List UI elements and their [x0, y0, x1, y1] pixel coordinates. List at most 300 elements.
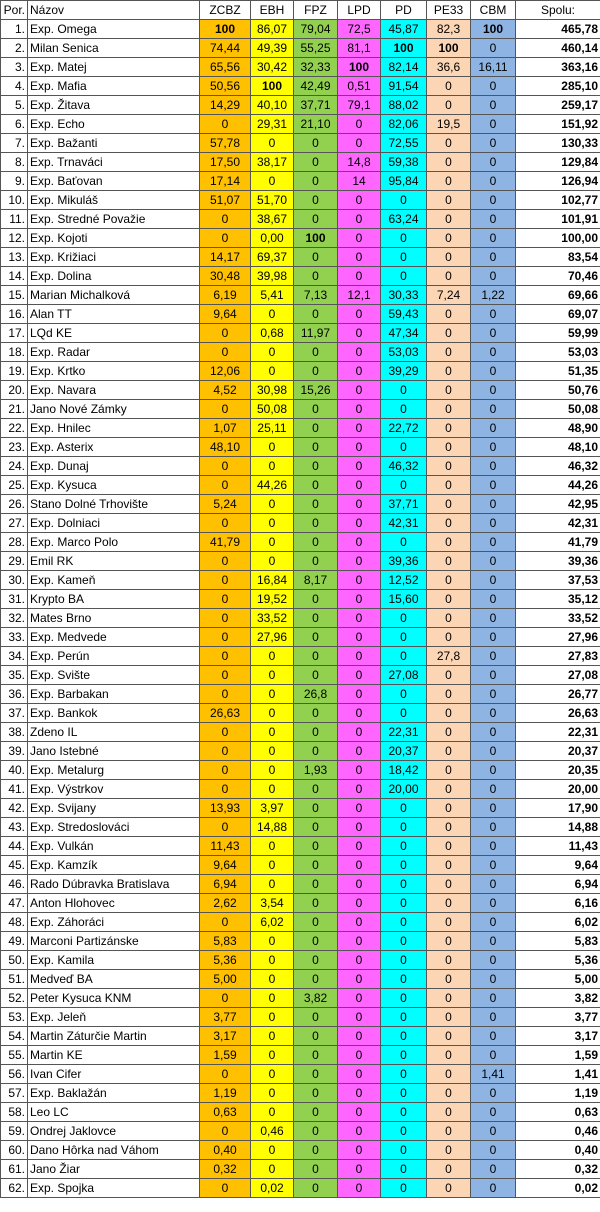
name-cell: Exp. Stredné Považie	[28, 210, 200, 229]
name-cell: Exp. Dunaj	[28, 457, 200, 476]
rank-cell: 53.	[1, 1008, 28, 1027]
table-row	[1, 191, 600, 210]
cbm-cell: 0	[471, 780, 516, 799]
total-cell: 35,12	[516, 590, 600, 609]
pe33-cell: 0	[427, 1141, 471, 1160]
total-cell: 14,88	[516, 818, 600, 837]
lpd-cell: 0	[338, 514, 381, 533]
pe33-cell: 0	[427, 267, 471, 286]
name-cell: Martin KE	[28, 1046, 200, 1065]
fpz-cell: 26,8	[294, 685, 338, 704]
pd-cell: 0	[381, 1122, 427, 1141]
ebh-cell: 0	[251, 761, 294, 780]
pe33-cell: 0	[427, 96, 471, 115]
zcbz-cell: 5,36	[200, 951, 251, 970]
cbm-cell: 0	[471, 1179, 516, 1198]
pd-cell: 0	[381, 818, 427, 837]
pe33-cell: 0	[427, 628, 471, 647]
zcbz-cell: 26,63	[200, 704, 251, 723]
cbm-cell: 0	[471, 1046, 516, 1065]
cbm-cell: 0	[471, 39, 516, 58]
zcbz-cell: 0	[200, 552, 251, 571]
fpz-cell: 0	[294, 248, 338, 267]
fpz-cell: 37,71	[294, 96, 338, 115]
table-row	[1, 894, 600, 913]
name-cell: Exp. Kameň	[28, 571, 200, 590]
name-cell: Exp. Žitava	[28, 96, 200, 115]
total-cell: 5,83	[516, 932, 600, 951]
total-cell: 9,64	[516, 856, 600, 875]
cbm-cell: 0	[471, 704, 516, 723]
table-row	[1, 362, 600, 381]
table-row	[1, 153, 600, 172]
cbm-cell: 0	[471, 742, 516, 761]
fpz-cell: 0	[294, 1027, 338, 1046]
name-cell: Exp. Metalurg	[28, 761, 200, 780]
pd-cell: 0	[381, 1103, 427, 1122]
zcbz-cell: 17,14	[200, 172, 251, 191]
lpd-cell: 0	[338, 210, 381, 229]
rank-cell: 8.	[1, 153, 28, 172]
pe33-cell: 0	[427, 210, 471, 229]
pe33-cell: 0	[427, 1160, 471, 1179]
cbm-cell: 0	[471, 609, 516, 628]
rank-cell: 37.	[1, 704, 28, 723]
cbm-cell: 0	[471, 1122, 516, 1141]
ebh-cell: 0	[251, 666, 294, 685]
cbm-cell: 0	[471, 723, 516, 742]
pe33-cell: 0	[427, 1027, 471, 1046]
ebh-cell: 0	[251, 457, 294, 476]
table-row	[1, 875, 600, 894]
total-cell: 460,14	[516, 39, 600, 58]
pd-cell: 0	[381, 267, 427, 286]
zcbz-cell: 0	[200, 666, 251, 685]
pe33-cell: 0	[427, 77, 471, 96]
fpz-cell: 0	[294, 533, 338, 552]
pe33-cell: 27,8	[427, 647, 471, 666]
table-row	[1, 457, 600, 476]
fpz-cell: 0	[294, 704, 338, 723]
rank-cell: 41.	[1, 780, 28, 799]
rank-cell: 2.	[1, 39, 28, 58]
table-row	[1, 666, 600, 685]
fpz-cell: 0	[294, 210, 338, 229]
name-cell: Exp. Matej	[28, 58, 200, 77]
cbm-cell: 0	[471, 191, 516, 210]
fpz-cell: 0	[294, 343, 338, 362]
table-row	[1, 96, 600, 115]
pe33-cell: 0	[427, 780, 471, 799]
fpz-cell: 100	[294, 229, 338, 248]
name-cell: Exp. Svište	[28, 666, 200, 685]
total-cell: 20,37	[516, 742, 600, 761]
cbm-cell: 0	[471, 590, 516, 609]
rank-cell: 58.	[1, 1103, 28, 1122]
ebh-cell: 51,70	[251, 191, 294, 210]
header-lpd: LPD	[338, 1, 381, 20]
cbm-cell: 0	[471, 856, 516, 875]
cbm-cell: 0	[471, 362, 516, 381]
lpd-cell: 0	[338, 1046, 381, 1065]
pd-cell: 0	[381, 704, 427, 723]
pe33-cell: 0	[427, 666, 471, 685]
table-row	[1, 780, 600, 799]
ebh-cell: 30,98	[251, 381, 294, 400]
fpz-cell: 1,93	[294, 761, 338, 780]
pe33-cell: 0	[427, 818, 471, 837]
total-cell: 0,46	[516, 1122, 600, 1141]
zcbz-cell: 0	[200, 514, 251, 533]
lpd-cell: 0	[338, 1160, 381, 1179]
cbm-cell: 0	[471, 628, 516, 647]
fpz-cell: 0	[294, 970, 338, 989]
pe33-cell: 0	[427, 761, 471, 780]
zcbz-cell: 0	[200, 628, 251, 647]
total-cell: 0,63	[516, 1103, 600, 1122]
total-cell: 27,83	[516, 647, 600, 666]
cbm-cell: 0	[471, 571, 516, 590]
lpd-cell: 0	[338, 1084, 381, 1103]
ebh-cell: 0,02	[251, 1179, 294, 1198]
name-cell: Exp. Trnaváci	[28, 153, 200, 172]
zcbz-cell: 0	[200, 989, 251, 1008]
lpd-cell: 79,1	[338, 96, 381, 115]
rank-cell: 6.	[1, 115, 28, 134]
zcbz-cell: 57,78	[200, 134, 251, 153]
fpz-cell: 0	[294, 932, 338, 951]
rank-cell: 59.	[1, 1122, 28, 1141]
pd-cell: 39,29	[381, 362, 427, 381]
pd-cell: 42,31	[381, 514, 427, 533]
name-cell: Exp. Bažanti	[28, 134, 200, 153]
ebh-cell: 44,26	[251, 476, 294, 495]
zcbz-cell: 0	[200, 761, 251, 780]
rank-cell: 35.	[1, 666, 28, 685]
fpz-cell: 7,13	[294, 286, 338, 305]
total-cell: 0,40	[516, 1141, 600, 1160]
pd-cell: 0	[381, 191, 427, 210]
pd-cell: 12,52	[381, 571, 427, 590]
rank-cell: 55.	[1, 1046, 28, 1065]
lpd-cell: 100	[338, 58, 381, 77]
cbm-cell: 0	[471, 172, 516, 191]
rank-cell: 31.	[1, 590, 28, 609]
name-cell: Exp. Mafia	[28, 77, 200, 96]
lpd-cell: 0	[338, 191, 381, 210]
rank-cell: 60.	[1, 1141, 28, 1160]
lpd-cell: 0	[338, 1103, 381, 1122]
table-row	[1, 39, 600, 58]
fpz-cell: 0	[294, 799, 338, 818]
fpz-cell: 0	[294, 913, 338, 932]
table-row	[1, 1084, 600, 1103]
fpz-cell: 0	[294, 419, 338, 438]
lpd-cell: 0	[338, 894, 381, 913]
total-cell: 363,16	[516, 58, 600, 77]
table-row	[1, 628, 600, 647]
total-cell: 50,76	[516, 381, 600, 400]
header-fpz: FPZ	[294, 1, 338, 20]
total-cell: 27,08	[516, 666, 600, 685]
table-row	[1, 951, 600, 970]
lpd-cell: 0	[338, 476, 381, 495]
cbm-cell: 0	[471, 438, 516, 457]
fpz-cell: 42,49	[294, 77, 338, 96]
zcbz-cell: 1,59	[200, 1046, 251, 1065]
name-cell: Exp. Dolina	[28, 267, 200, 286]
total-cell: 17,90	[516, 799, 600, 818]
total-cell: 3,77	[516, 1008, 600, 1027]
pd-cell: 0	[381, 533, 427, 552]
rank-cell: 38.	[1, 723, 28, 742]
fpz-cell: 0	[294, 666, 338, 685]
pe33-cell: 0	[427, 438, 471, 457]
lpd-cell: 0	[338, 495, 381, 514]
rank-cell: 4.	[1, 77, 28, 96]
total-cell: 69,07	[516, 305, 600, 324]
pd-cell: 0	[381, 932, 427, 951]
lpd-cell: 14,8	[338, 153, 381, 172]
pd-cell: 47,34	[381, 324, 427, 343]
pe33-cell: 0	[427, 1103, 471, 1122]
zcbz-cell: 3,77	[200, 1008, 251, 1027]
cbm-cell: 0	[471, 305, 516, 324]
table-row	[1, 533, 600, 552]
ebh-cell: 0	[251, 172, 294, 191]
pe33-cell: 0	[427, 343, 471, 362]
zcbz-cell: 0	[200, 400, 251, 419]
table-row	[1, 704, 600, 723]
total-cell: 102,77	[516, 191, 600, 210]
table-row	[1, 723, 600, 742]
table-row	[1, 438, 600, 457]
ebh-cell: 0	[251, 1065, 294, 1084]
ebh-cell: 0	[251, 305, 294, 324]
fpz-cell: 0	[294, 609, 338, 628]
header-name: Názov	[28, 1, 200, 20]
total-cell: 39,36	[516, 552, 600, 571]
cbm-cell: 0	[471, 894, 516, 913]
zcbz-cell: 0	[200, 1065, 251, 1084]
pd-cell: 0	[381, 1027, 427, 1046]
total-cell: 53,03	[516, 343, 600, 362]
name-cell: Stano Dolné Trhovište	[28, 495, 200, 514]
pd-cell: 0	[381, 1141, 427, 1160]
cbm-cell: 1,22	[471, 286, 516, 305]
name-cell: Marconi Partizánske	[28, 932, 200, 951]
pe33-cell: 0	[427, 362, 471, 381]
lpd-cell: 0	[338, 571, 381, 590]
pe33-cell: 0	[427, 1179, 471, 1198]
pd-cell: 0	[381, 1065, 427, 1084]
ebh-cell: 0	[251, 989, 294, 1008]
pd-cell: 0	[381, 381, 427, 400]
ebh-cell: 0	[251, 932, 294, 951]
table-row	[1, 1008, 600, 1027]
cbm-cell: 0	[471, 932, 516, 951]
pd-cell: 15,60	[381, 590, 427, 609]
fpz-cell: 15,26	[294, 381, 338, 400]
table-row	[1, 476, 600, 495]
rank-cell: 61.	[1, 1160, 28, 1179]
ebh-cell: 0	[251, 647, 294, 666]
rank-cell: 56.	[1, 1065, 28, 1084]
name-cell: Exp. Krtko	[28, 362, 200, 381]
name-cell: Exp. Stredoslováci	[28, 818, 200, 837]
total-cell: 3,17	[516, 1027, 600, 1046]
header-ebh: EBH	[251, 1, 294, 20]
total-cell: 44,26	[516, 476, 600, 495]
name-cell: Mates Brno	[28, 609, 200, 628]
rank-cell: 50.	[1, 951, 28, 970]
rank-cell: 34.	[1, 647, 28, 666]
ebh-cell: 0	[251, 438, 294, 457]
zcbz-cell: 9,64	[200, 856, 251, 875]
lpd-cell: 0	[338, 248, 381, 267]
ebh-cell: 39,98	[251, 267, 294, 286]
name-cell: Exp. Záhoráci	[28, 913, 200, 932]
zcbz-cell: 5,00	[200, 970, 251, 989]
cbm-cell: 0	[471, 970, 516, 989]
rank-cell: 46.	[1, 875, 28, 894]
total-cell: 1,19	[516, 1084, 600, 1103]
total-cell: 6,02	[516, 913, 600, 932]
fpz-cell: 8,17	[294, 571, 338, 590]
pe33-cell: 7,24	[427, 286, 471, 305]
cbm-cell: 0	[471, 1103, 516, 1122]
name-cell: Exp. Výstrkov	[28, 780, 200, 799]
lpd-cell: 0	[338, 1008, 381, 1027]
pd-cell: 0	[381, 856, 427, 875]
name-cell: Exp. Bankok	[28, 704, 200, 723]
lpd-cell: 0	[338, 970, 381, 989]
fpz-cell: 0	[294, 951, 338, 970]
pe33-cell: 0	[427, 153, 471, 172]
name-cell: Exp. Baťovan	[28, 172, 200, 191]
name-cell: Milan Senica	[28, 39, 200, 58]
lpd-cell: 0	[338, 856, 381, 875]
pe33-cell: 0	[427, 856, 471, 875]
rank-cell: 28.	[1, 533, 28, 552]
lpd-cell: 0	[338, 1141, 381, 1160]
zcbz-cell: 0,40	[200, 1141, 251, 1160]
name-cell: Emil RK	[28, 552, 200, 571]
pd-cell: 30,33	[381, 286, 427, 305]
pd-cell: 27,08	[381, 666, 427, 685]
cbm-cell: 0	[471, 514, 516, 533]
table-row	[1, 590, 600, 609]
total-cell: 6,16	[516, 894, 600, 913]
pe33-cell: 0	[427, 685, 471, 704]
table-row	[1, 742, 600, 761]
pd-cell: 0	[381, 837, 427, 856]
rank-cell: 33.	[1, 628, 28, 647]
fpz-cell: 0	[294, 1179, 338, 1198]
zcbz-cell: 1,19	[200, 1084, 251, 1103]
name-cell: Jano Nové Zámky	[28, 400, 200, 419]
cbm-cell: 0	[471, 989, 516, 1008]
zcbz-cell: 0,63	[200, 1103, 251, 1122]
pe33-cell: 0	[427, 191, 471, 210]
rank-cell: 29.	[1, 552, 28, 571]
name-cell: Exp. Perún	[28, 647, 200, 666]
zcbz-cell: 17,50	[200, 153, 251, 172]
ebh-cell: 0	[251, 704, 294, 723]
fpz-cell: 0	[294, 476, 338, 495]
name-cell: Ivan Cifer	[28, 1065, 200, 1084]
zcbz-cell: 14,17	[200, 248, 251, 267]
total-cell: 59,99	[516, 324, 600, 343]
cbm-cell: 0	[471, 343, 516, 362]
rank-cell: 57.	[1, 1084, 28, 1103]
pd-cell: 0	[381, 1179, 427, 1198]
cbm-cell: 0	[471, 913, 516, 932]
ebh-cell: 0	[251, 134, 294, 153]
rank-cell: 44.	[1, 837, 28, 856]
cbm-cell: 0	[471, 1160, 516, 1179]
table-row	[1, 837, 600, 856]
rank-cell: 25.	[1, 476, 28, 495]
table-row	[1, 856, 600, 875]
fpz-cell: 0	[294, 552, 338, 571]
cbm-cell: 0	[471, 533, 516, 552]
header-row	[1, 1, 600, 20]
rank-cell: 48.	[1, 913, 28, 932]
pd-cell: 20,37	[381, 742, 427, 761]
fpz-cell: 0	[294, 1141, 338, 1160]
fpz-cell: 0	[294, 172, 338, 191]
header-cbm: CBM	[471, 1, 516, 20]
lpd-cell: 0	[338, 780, 381, 799]
pd-cell: 0	[381, 229, 427, 248]
rank-cell: 51.	[1, 970, 28, 989]
ebh-cell: 33,52	[251, 609, 294, 628]
zcbz-cell: 0	[200, 476, 251, 495]
pd-cell: 39,36	[381, 552, 427, 571]
lpd-cell: 0	[338, 628, 381, 647]
total-cell: 27,96	[516, 628, 600, 647]
ebh-cell: 0	[251, 1141, 294, 1160]
pe33-cell: 0	[427, 533, 471, 552]
cbm-cell: 0	[471, 818, 516, 837]
cbm-cell: 0	[471, 666, 516, 685]
total-cell: 100,00	[516, 229, 600, 248]
ebh-cell: 0	[251, 875, 294, 894]
pd-cell: 0	[381, 248, 427, 267]
lpd-cell: 0	[338, 647, 381, 666]
total-cell: 50,08	[516, 400, 600, 419]
cbm-cell: 0	[471, 1084, 516, 1103]
total-cell: 0,32	[516, 1160, 600, 1179]
total-cell: 285,10	[516, 77, 600, 96]
ebh-cell: 50,08	[251, 400, 294, 419]
ebh-cell: 0	[251, 514, 294, 533]
lpd-cell: 0	[338, 343, 381, 362]
ebh-cell: 25,11	[251, 419, 294, 438]
name-cell: Peter Kysuca KNM	[28, 989, 200, 1008]
cbm-cell: 0	[471, 77, 516, 96]
ebh-cell: 100	[251, 77, 294, 96]
lpd-cell: 0	[338, 590, 381, 609]
ebh-cell: 0	[251, 495, 294, 514]
pd-cell: 0	[381, 647, 427, 666]
table-row	[1, 970, 600, 989]
pe33-cell: 0	[427, 457, 471, 476]
total-cell: 5,00	[516, 970, 600, 989]
name-cell: Alan TT	[28, 305, 200, 324]
ebh-cell: 0	[251, 1008, 294, 1027]
